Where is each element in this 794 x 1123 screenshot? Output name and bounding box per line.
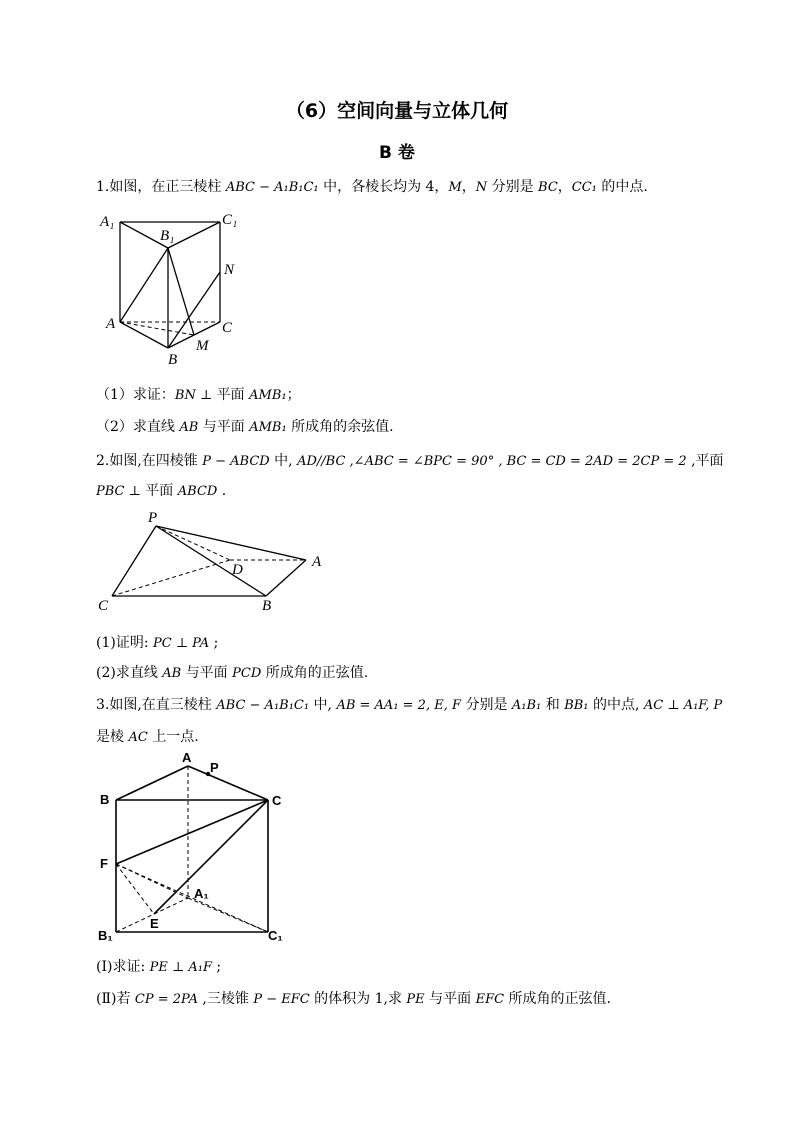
- q3-prism-figure: [96, 752, 296, 942]
- label-B: B: [100, 792, 110, 807]
- q2-pyramid-figure: [96, 508, 336, 618]
- q2-part2: (2)求直线 AB 与平面 PCD 所成角的正弦值.: [96, 665, 369, 681]
- label-A1: A₁: [100, 214, 115, 230]
- label-A: A: [182, 752, 192, 765]
- label-P: P: [210, 760, 219, 775]
- section-title: B 卷: [379, 143, 415, 163]
- label-N: N: [224, 262, 235, 278]
- q1-part2: （2）求直线 AB 与平面 AMB₁ 所成角的余弦值.: [96, 419, 394, 435]
- q2-part1: (1)证明: PC ⊥ PA ;: [96, 635, 219, 651]
- page-title: （6）空间向量与立体几何: [285, 100, 509, 122]
- label-C: C: [98, 598, 109, 614]
- label-E: E: [150, 916, 159, 931]
- q2-stem-line2: PBC ⊥ 平面 ABCD .: [96, 483, 227, 499]
- q3-stem-line2: 是棱 AC 上一点.: [96, 729, 199, 745]
- label-B: B: [168, 352, 178, 368]
- label-B1: B₁: [98, 928, 113, 942]
- label-D: D: [232, 562, 243, 578]
- q3-part1: (Ⅰ)求证: PE ⊥ A₁F ;: [96, 959, 222, 975]
- label-A: A: [312, 554, 322, 570]
- q3-stem: 3.如图,在直三棱柱 ABC − A₁B₁C₁ 中, AB = AA₁ = 2, E, F 分别是 A₁B₁ 和 BB₁ 的中点, AC ⊥ A₁F, P: [96, 697, 723, 713]
- label-A: A: [106, 316, 116, 332]
- label-C: C: [222, 320, 233, 336]
- label-M: M: [196, 338, 209, 354]
- label-B: B: [262, 598, 272, 614]
- label-B1: B₁: [160, 228, 175, 244]
- q3-part2: (Ⅱ)若 CP = 2PA ,三棱锥 P − EFC 的体积为 1,求 PE 与平面 EFC 所成角的正弦值.: [96, 991, 611, 1007]
- q2-stem: 2.如图,在四棱锥 P − ABCD 中, AD//BC ,∠ABC = ∠BPC = 90° , BC = CD = 2AD = 2CP = 2 ,平面: [96, 453, 724, 469]
- label-C1: C₁: [268, 928, 283, 942]
- label-C: C: [272, 793, 282, 808]
- label-F: F: [100, 856, 108, 871]
- q1-part1: （1）求证：BN ⊥ 平面 AMB₁；: [96, 387, 301, 403]
- q1-prism-figure: [96, 200, 256, 370]
- label-A1: A₁: [194, 886, 209, 901]
- label-P: P: [148, 510, 158, 526]
- label-C1: C₁: [222, 212, 238, 228]
- q1-stem: 1.如图，在正三棱柱 ABC − A₁B₁C₁ 中，各棱长均为 4，M，N 分别是 BC，CC₁ 的中点.: [96, 179, 648, 195]
